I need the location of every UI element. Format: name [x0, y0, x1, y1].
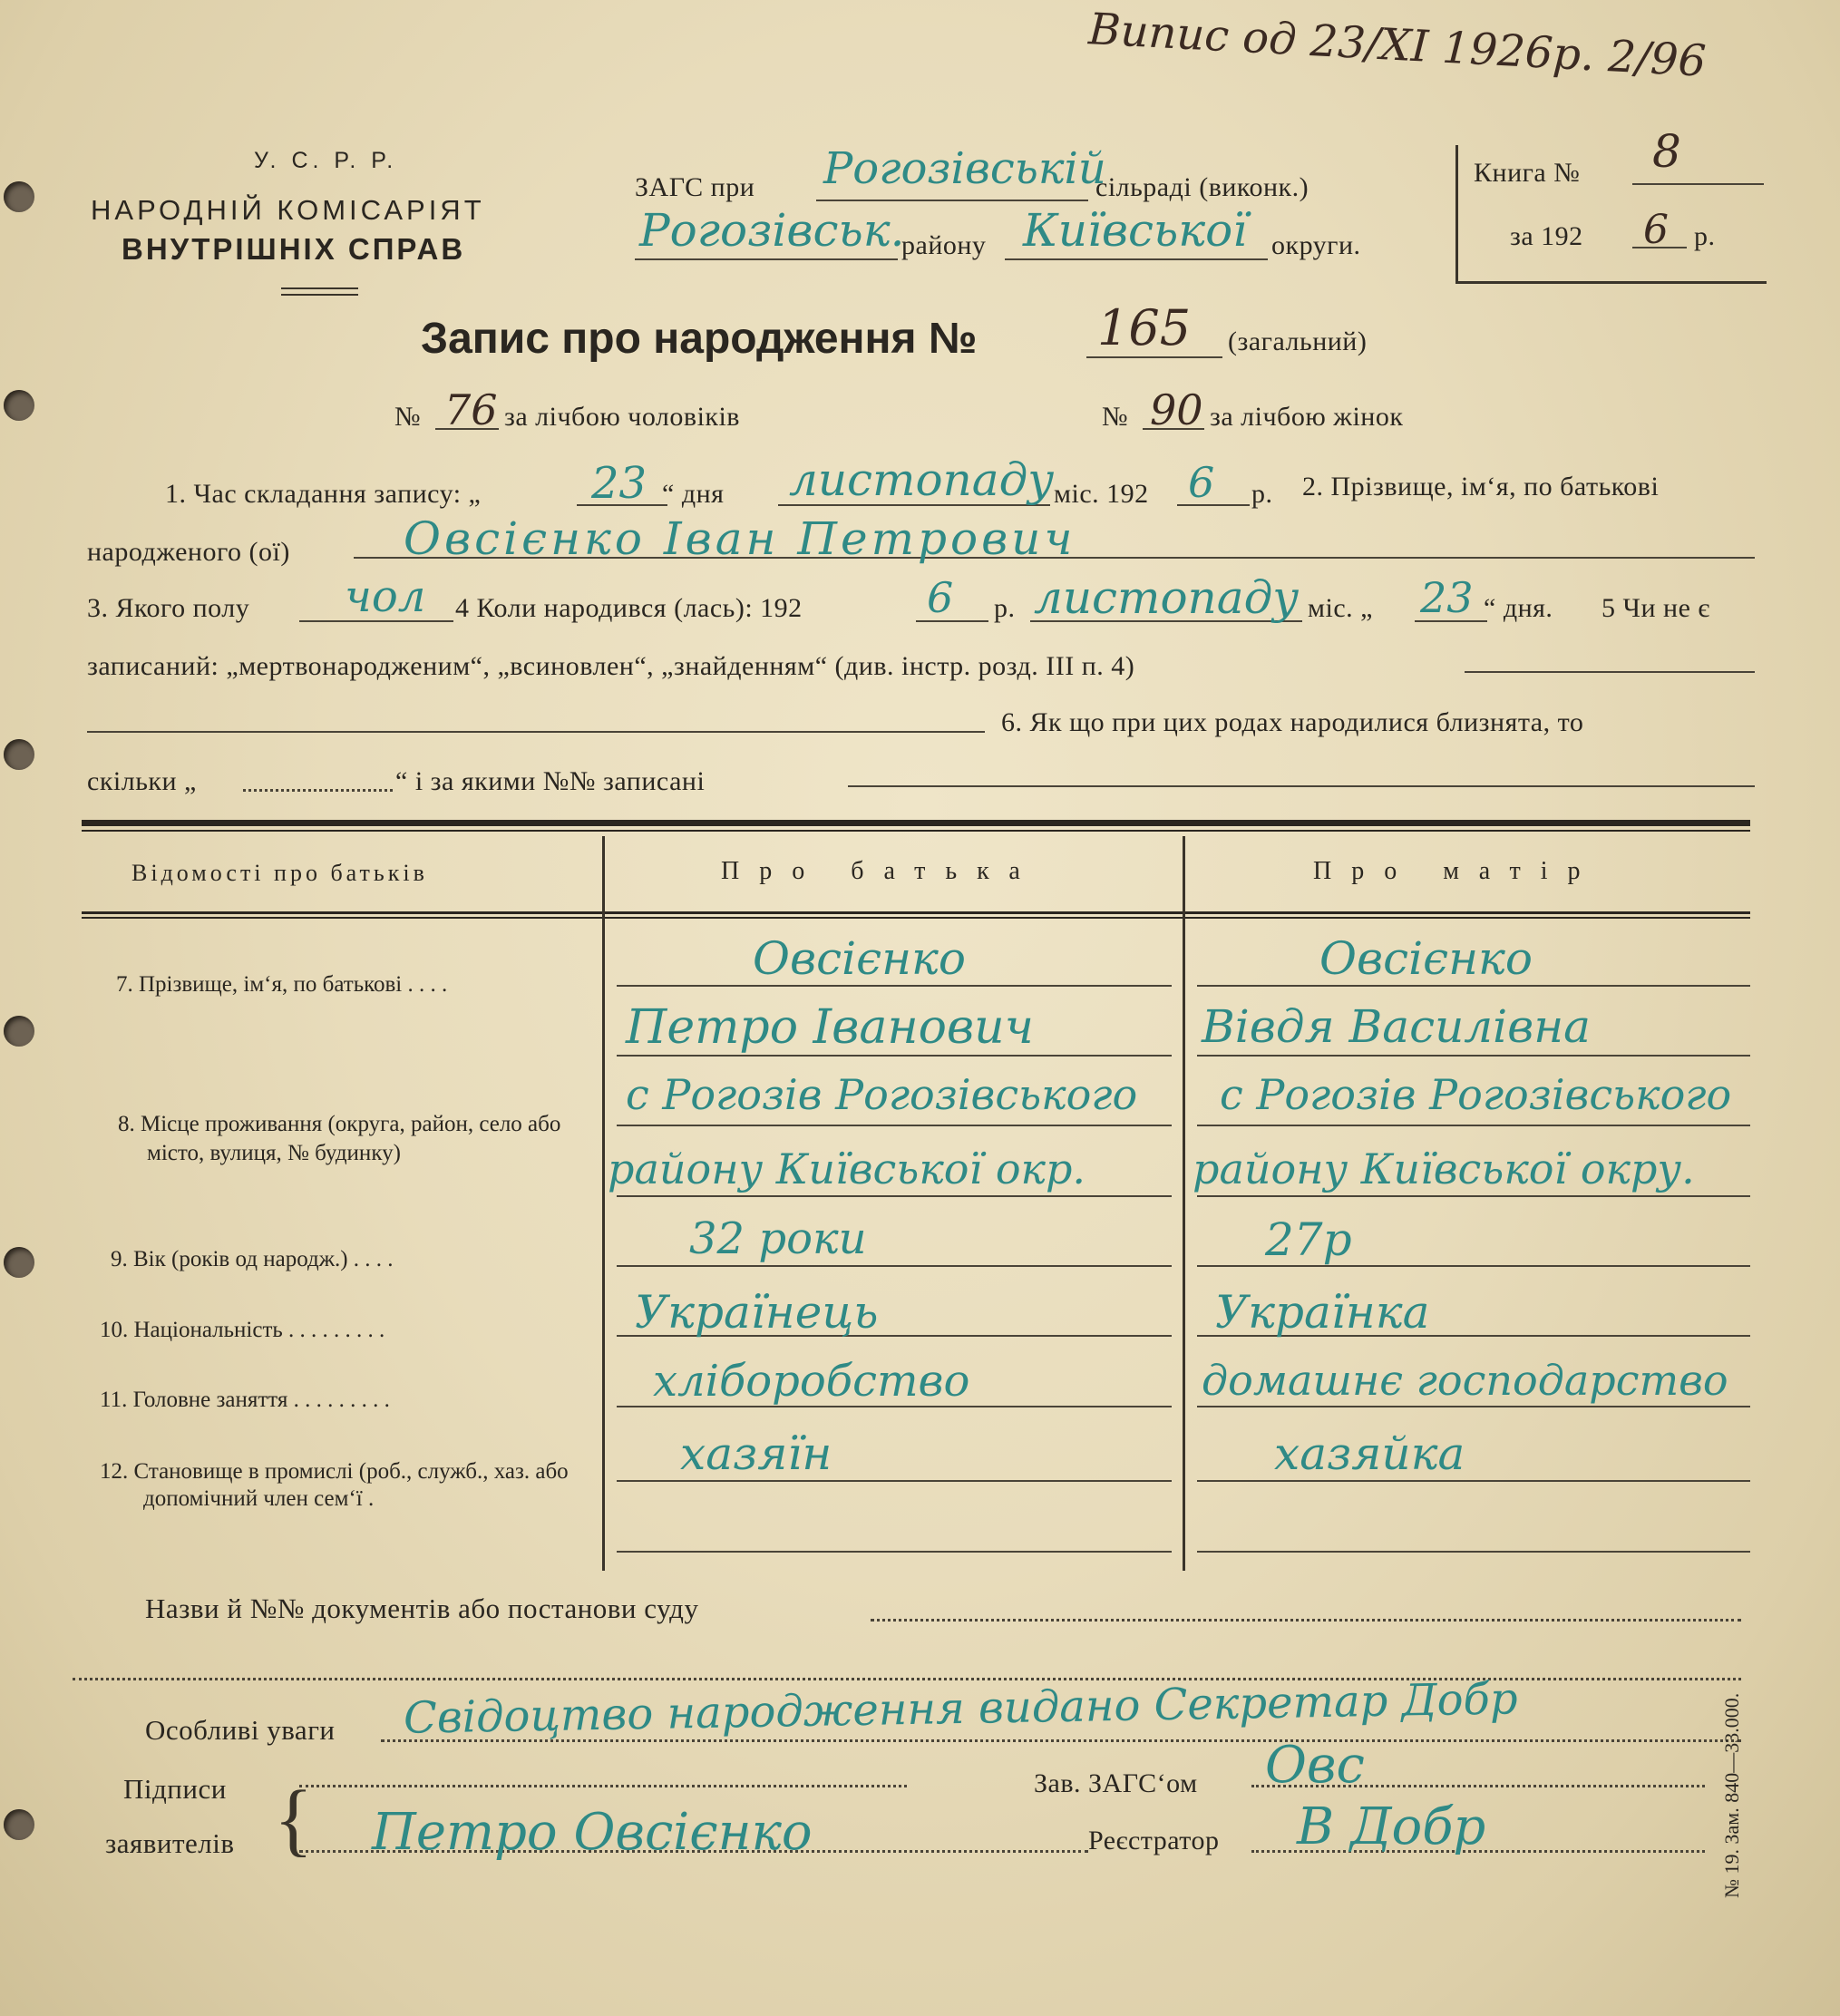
- head-signature: Овс: [1265, 1736, 1365, 1795]
- male-count-prefix: №: [394, 402, 422, 432]
- f5-label: 5 Чи не є: [1601, 593, 1710, 623]
- father-status: хазяїн: [680, 1427, 832, 1480]
- table-header-bottom-rule-2: [82, 917, 1750, 919]
- book-year-digit: 6: [1643, 207, 1669, 253]
- male-count-label: за лічбою чоловіків: [504, 402, 740, 432]
- father-surname: Овсієнко: [753, 932, 966, 985]
- f1-year-suffix: р.: [1251, 479, 1273, 509]
- zags-prefix: ЗАГС при: [635, 172, 755, 202]
- father-name: Петро Іванович: [626, 1000, 1035, 1055]
- f2-value: Овсієнко Іван Петрович: [404, 512, 1076, 565]
- father-occupation: хліборобство: [653, 1356, 970, 1407]
- f3-value: чол: [345, 571, 426, 622]
- side-print: № 19. Зам. 840—33.000.: [1720, 1692, 1743, 1898]
- zags-district-label: району: [901, 230, 987, 260]
- father-nationality: Українець: [635, 1286, 879, 1339]
- record-title-suffix: (загальний): [1228, 326, 1368, 356]
- f1-month-value: листопаду: [789, 453, 1055, 506]
- mother-line-4: [1197, 1195, 1750, 1197]
- documents-label: Назви й №№ документів або постанови суду: [145, 1592, 699, 1624]
- title-number-line: [1086, 356, 1222, 358]
- f2-label-cont: народженого (ої): [87, 537, 290, 567]
- book-year-suffix: р.: [1694, 221, 1716, 251]
- f6-label-cont-a: скільки „: [87, 766, 197, 796]
- mother-nationality: Українка: [1215, 1286, 1430, 1339]
- row-label-status: 12. Становище в промислі (роб., служб., хаз. або допомічний член сем‘ї .: [100, 1459, 569, 1511]
- father-age: 32 роки: [689, 1213, 867, 1264]
- head-label: Зав. ЗАГС‘ом: [1034, 1768, 1198, 1798]
- female-count-label: за лічбою жінок: [1210, 402, 1404, 432]
- f6-line: [848, 785, 1755, 787]
- row-label-name: 7. Прізвище, ім‘я, по батькові . . . .: [116, 972, 448, 997]
- f1-year-digit: 6: [1188, 458, 1215, 507]
- table-header-father: Про батька: [721, 857, 1040, 885]
- f6-label-cont-b: “ і за якими №№ записані: [395, 766, 706, 796]
- republic-label: У. С. Р. Р.: [254, 148, 398, 173]
- row-label-age: 9. Вік (років од народж.) . . . .: [111, 1247, 394, 1271]
- father-line-8: [617, 1480, 1172, 1482]
- book-label: Книга №: [1474, 158, 1581, 188]
- table-header-mother: Про матір: [1313, 857, 1601, 885]
- table-col-divider-2: [1183, 836, 1185, 1571]
- registrar-label: Реєстратор: [1088, 1826, 1220, 1855]
- remarks-value: Свідоцтво народження видано Секретар Добр: [403, 1673, 1519, 1744]
- book-year-prefix: за 192: [1510, 221, 1583, 251]
- signatures-label-2: заявителів: [105, 1827, 235, 1859]
- f4-month-value: листопаду: [1034, 571, 1300, 624]
- registrar-signature: В Добр: [1297, 1797, 1486, 1856]
- f4-year-digit: 6: [927, 573, 954, 622]
- f6-label: 6. Як що при цих родах народилися близнята, то: [1001, 707, 1584, 737]
- record-title: Запис про народження №: [421, 315, 978, 363]
- f4-label: 4 Коли народився (лась): 192: [455, 593, 803, 623]
- book-number-line: [1632, 183, 1764, 185]
- zags-okrug-line: [1005, 258, 1268, 260]
- father-residence-2: району Київської окр.: [608, 1144, 1086, 1193]
- mother-line-7: [1197, 1406, 1750, 1407]
- female-count-number: 90: [1150, 385, 1203, 434]
- f5-line: [1465, 671, 1755, 673]
- mother-line-8: [1197, 1480, 1750, 1482]
- signature-dots-1: [299, 1785, 907, 1787]
- zags-village-value: Рогозівській: [823, 143, 1106, 194]
- f4-day-suffix: “ дня.: [1484, 593, 1553, 623]
- record-number: 165: [1097, 299, 1192, 356]
- f6-count-dots: [243, 789, 393, 792]
- f1-year-prefix: міс. 192: [1054, 479, 1149, 509]
- mother-status: хазяйка: [1274, 1427, 1465, 1480]
- table-header-parents: Відомості про батьків: [131, 860, 428, 886]
- row-label-occupation: 11. Головне заняття . . . . . . . . .: [100, 1388, 390, 1412]
- f5-label-cont: записаний: „мертвонародженим“, „всиновлен“, „знайденням“ (див. інстр. розд. ІІІ п. 4): [87, 651, 1135, 681]
- top-annotation: Випис од 23/XI 1926р. 2/96: [1087, 4, 1708, 87]
- table-top-rule: [82, 820, 1750, 826]
- documents-dots: [871, 1619, 1741, 1622]
- mother-line-9: [1197, 1551, 1750, 1553]
- f4-day-value: 23: [1420, 573, 1474, 622]
- zags-village-line: [816, 200, 1088, 201]
- applicant-signature: Петро Овсієнко: [372, 1803, 813, 1862]
- zags-suffix: сільраді (виконк.): [1095, 172, 1309, 202]
- father-line-3: [617, 1125, 1172, 1126]
- zags-okrug-value: Київської: [1023, 204, 1248, 257]
- father-residence-1: с Рогозів Рогозівського: [626, 1070, 1138, 1119]
- father-line-2: [617, 1055, 1172, 1057]
- mother-name: Вівдя Василівна: [1202, 1000, 1591, 1053]
- mother-surname: Овсієнко: [1319, 932, 1533, 985]
- mother-residence-2: району Київської окру.: [1193, 1144, 1695, 1193]
- department-label: ВНУТРІШНІХ СПРАВ: [122, 232, 466, 266]
- header-divider: [281, 287, 358, 296]
- f1-day-suffix: “ дня: [662, 479, 725, 509]
- mother-age: 27р: [1265, 1213, 1352, 1266]
- f4-day-prefix: міс. „: [1308, 593, 1373, 623]
- row-label-nationality: 10. Національність . . . . . . . . .: [100, 1318, 385, 1342]
- f3-label: 3. Якого полу: [87, 593, 250, 623]
- f2-label: 2. Прізвище, ім‘я, по батькові: [1302, 472, 1660, 502]
- remarks-label: Особливі уваги: [145, 1714, 336, 1746]
- mother-line-1: [1197, 985, 1750, 987]
- zags-district-line: [635, 258, 898, 260]
- signatures-label-1: Підписи: [123, 1773, 227, 1805]
- commissariat-label: НАРОДНІЙ КОМІСАРІЯТ: [91, 194, 485, 226]
- mother-line-2: [1197, 1055, 1750, 1057]
- father-line-9: [617, 1551, 1172, 1553]
- zags-district-value: Рогозівськ.: [639, 204, 905, 257]
- f4-year-suffix: р.: [994, 593, 1016, 623]
- table-header-bottom-rule: [82, 911, 1750, 914]
- row-label-residence: 8. Місце проживання (округа, район, село або місто, вулиця, № будинку): [118, 1112, 561, 1165]
- table-top-rule-thin: [82, 830, 1750, 832]
- father-line-5: [617, 1265, 1172, 1267]
- zags-okrug-label: округи.: [1271, 230, 1361, 260]
- f6-pre-line: [87, 731, 985, 733]
- signatures-brace: {: [274, 1775, 314, 1865]
- mother-residence-1: с Рогозів Рогозівського: [1220, 1070, 1732, 1119]
- female-count-prefix: №: [1102, 402, 1129, 432]
- mother-line-3: [1197, 1125, 1750, 1126]
- book-number: 8: [1652, 125, 1681, 178]
- mother-occupation: домашнє господарство: [1202, 1356, 1728, 1405]
- male-count-number: 76: [444, 385, 498, 434]
- f1-day-value: 23: [591, 458, 647, 509]
- f1-label: 1. Час складання запису: „: [165, 479, 482, 509]
- father-line-1: [617, 985, 1172, 987]
- father-line-4: [617, 1195, 1172, 1197]
